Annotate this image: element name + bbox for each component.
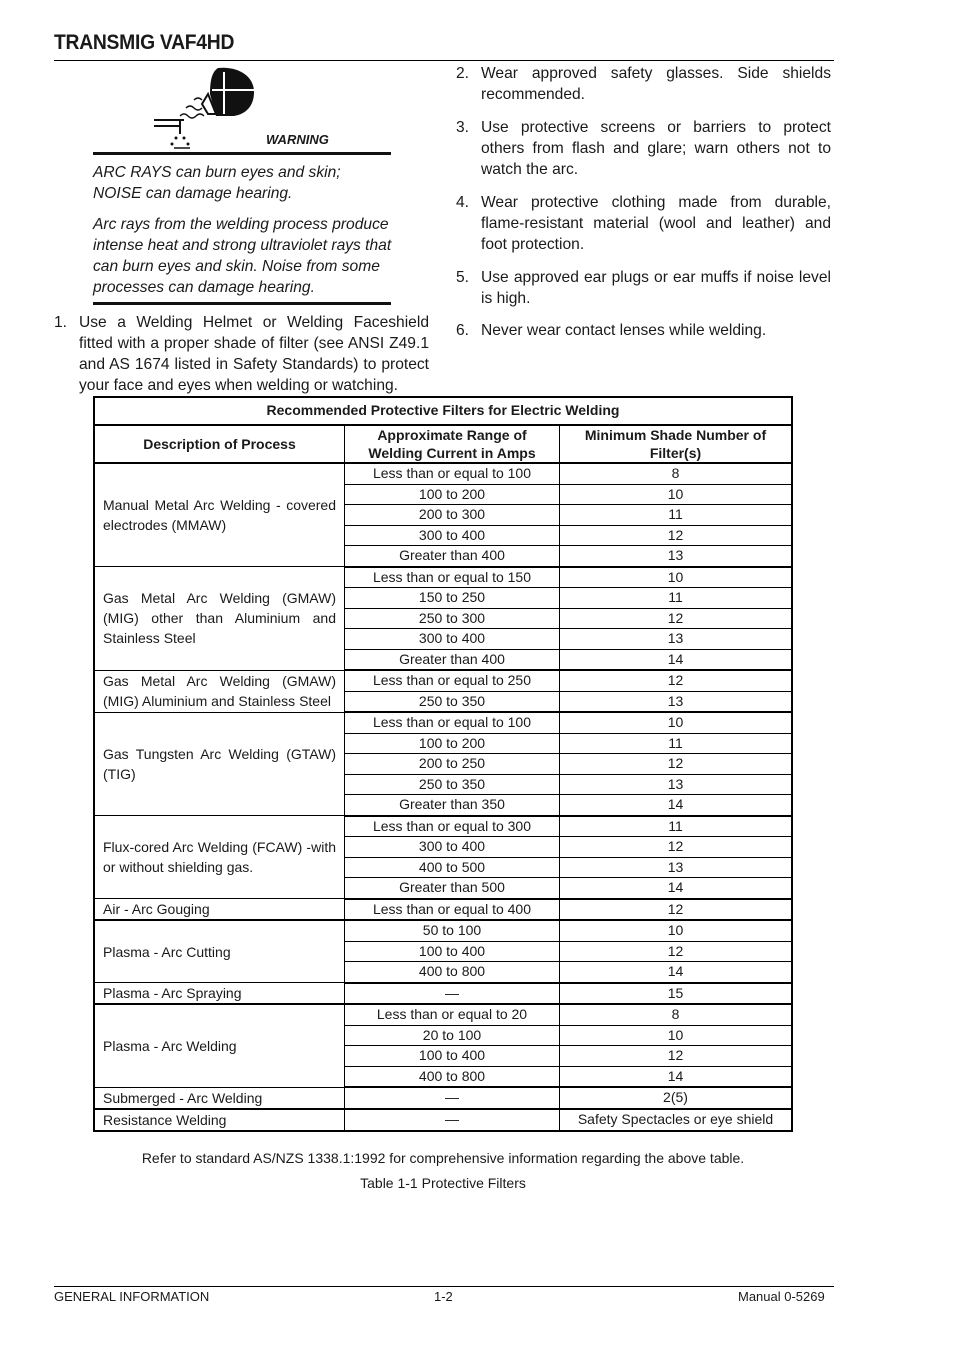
- title-divider: [54, 60, 834, 61]
- process-cell: Gas Metal Arc Welding (GMAW) (MIG) Aluminium and Stainless Steel: [94, 670, 345, 712]
- shade-number-cell: 2(5): [560, 1087, 793, 1109]
- shade-number-cell: 14: [560, 962, 793, 983]
- current-range-cell: Greater than 400: [345, 546, 560, 567]
- current-range-cell: Less than or equal to 20: [345, 1004, 560, 1025]
- shade-number-cell: 12: [560, 670, 793, 691]
- current-range-cell: 250 to 350: [345, 691, 560, 712]
- shade-number-cell: 13: [560, 691, 793, 712]
- current-range-cell: 300 to 400: [345, 837, 560, 858]
- page-number: 1-2: [434, 1289, 453, 1304]
- shade-number-cell: 10: [560, 567, 793, 588]
- shade-number-cell: 11: [560, 588, 793, 609]
- current-range-cell: Greater than 400: [345, 649, 560, 670]
- shade-number-cell: 10: [560, 1025, 793, 1046]
- shade-number-cell: 14: [560, 1066, 793, 1087]
- table-row: [94, 712, 792, 733]
- list-item: 3. Use protective screens or barriers to protect others from flash and glare; warn others not to watch the arc.: [456, 119, 831, 178]
- shade-number-cell: 13: [560, 774, 793, 795]
- protective-filters-table: [93, 396, 793, 1132]
- manual-number: Manual 0-5269: [738, 1289, 825, 1304]
- current-range-cell: 300 to 400: [345, 525, 560, 546]
- current-range-cell: 100 to 200: [345, 733, 560, 754]
- shade-number-cell: 12: [560, 837, 793, 858]
- shade-number-cell: 10: [560, 920, 793, 941]
- shade-number-cell: 12: [560, 608, 793, 629]
- shade-number-cell: 11: [560, 505, 793, 526]
- table-row: [94, 816, 792, 837]
- shade-number-cell: 12: [560, 525, 793, 546]
- current-range-cell: Greater than 350: [345, 795, 560, 816]
- shade-number-cell: 12: [560, 754, 793, 775]
- current-range-cell: Less than or equal to 250: [345, 670, 560, 691]
- warning-label: WARNING: [266, 132, 329, 147]
- list-item: 5. Use approved ear plugs or ear muffs if noise level is high.: [456, 269, 831, 307]
- current-range-cell: 20 to 100: [345, 1025, 560, 1046]
- current-range-cell: 50 to 100: [345, 920, 560, 941]
- table-row: [94, 920, 792, 941]
- list-item: 2. Wear approved safety glasses. Side shields recommended.: [456, 65, 831, 103]
- table-caption: Table 1-1 Protective Filters: [360, 1175, 526, 1191]
- column-header: Approximate Range of Welding Current in Amps: [345, 425, 560, 463]
- current-range-cell: 100 to 400: [345, 1046, 560, 1067]
- page-title: TRANSMIG VAF4HD: [54, 31, 235, 54]
- process-cell: Plasma - Arc Cutting: [94, 920, 345, 983]
- warning-bottom-rule: [93, 302, 391, 305]
- current-range-cell: Less than or equal to 150: [345, 567, 560, 588]
- table-body: [94, 463, 792, 1131]
- shade-number-cell: 10: [560, 484, 793, 505]
- shade-number-cell: 14: [560, 795, 793, 816]
- current-range-cell: Greater than 500: [345, 878, 560, 899]
- current-range-cell: 300 to 400: [345, 629, 560, 650]
- welder-helmet-arc-icon: [150, 64, 260, 150]
- shade-number-cell: 11: [560, 733, 793, 754]
- current-range-cell: —: [345, 1087, 560, 1109]
- process-cell: Submerged - Arc Welding: [94, 1087, 345, 1109]
- process-cell: Gas Metal Arc Welding (GMAW) (MIG) other than Aluminium and Stainless Steel: [94, 567, 345, 671]
- current-range-cell: 400 to 500: [345, 857, 560, 878]
- process-cell: Plasma - Arc Welding: [94, 1004, 345, 1087]
- current-range-cell: Less than or equal to 300: [345, 816, 560, 837]
- current-range-cell: 250 to 300: [345, 608, 560, 629]
- table-row: [94, 983, 792, 1005]
- current-range-cell: 100 to 200: [345, 484, 560, 505]
- current-range-cell: 150 to 250: [345, 588, 560, 609]
- current-range-cell: 400 to 800: [345, 1066, 560, 1087]
- current-range-cell: —: [345, 1109, 560, 1131]
- shade-number-cell: 13: [560, 629, 793, 650]
- column-header: Description of Process: [94, 425, 345, 463]
- process-cell: Plasma - Arc Spraying: [94, 983, 345, 1005]
- shade-number-cell: Safety Spectacles or eye shield: [560, 1109, 793, 1131]
- footer-section: GENERAL INFORMATION: [54, 1289, 210, 1304]
- shade-number-cell: 10: [560, 712, 793, 733]
- table-row: [94, 463, 792, 484]
- current-range-cell: —: [345, 983, 560, 1005]
- warning-heading: ARC RAYS can burn eyes and skin; NOISE can damage hearing.: [93, 164, 341, 202]
- list-item: 1. Use a Welding Helmet or Welding Faceshield fitted with a proper shade of filter (see ANSI Z49.1 and AS 1674 listed in Safety Standards) to protect your face and eyes when welding or watching.: [54, 314, 429, 394]
- table-row: [94, 567, 792, 588]
- current-range-cell: 250 to 350: [345, 774, 560, 795]
- table-title: Recommended Protective Filters for Electric Welding: [94, 397, 792, 425]
- shade-number-cell: 15: [560, 983, 793, 1005]
- process-cell: Resistance Welding: [94, 1109, 345, 1131]
- table-row: [94, 670, 792, 691]
- list-item: 4. Wear protective clothing made from durable, flame-resistant material (wool and leather) and foot protection.: [456, 194, 831, 253]
- current-range-cell: Less than or equal to 400: [345, 899, 560, 921]
- footer-divider: [54, 1286, 834, 1287]
- current-range-cell: 400 to 800: [345, 962, 560, 983]
- shade-number-cell: 11: [560, 816, 793, 837]
- column-header: Minimum Shade Number of Filter(s): [560, 425, 793, 463]
- shade-number-cell: 13: [560, 546, 793, 567]
- table-note: Refer to standard AS/NZS 1338.1:1992 for comprehensive information regarding the above table.: [141, 1150, 745, 1166]
- warning-top-rule: [93, 152, 391, 155]
- process-cell: Manual Metal Arc Welding - covered electrodes (MMAW): [94, 463, 345, 567]
- list-item: 6. Never wear contact lenses while welding.: [456, 322, 767, 339]
- shade-number-cell: 14: [560, 649, 793, 670]
- table-row: [94, 1004, 792, 1025]
- shade-number-cell: 14: [560, 878, 793, 899]
- shade-number-cell: 8: [560, 463, 793, 484]
- current-range-cell: 200 to 300: [345, 505, 560, 526]
- current-range-cell: Less than or equal to 100: [345, 712, 560, 733]
- process-cell: Flux-cored Arc Welding (FCAW) -with or without shielding gas.: [94, 816, 345, 899]
- shade-number-cell: 12: [560, 1046, 793, 1067]
- table-row: [94, 899, 792, 921]
- current-range-cell: 100 to 400: [345, 941, 560, 962]
- process-cell: Gas Tungsten Arc Welding (GTAW) (TIG): [94, 712, 345, 816]
- warning-body: Arc rays from the welding process produce intense heat and strong ultraviolet rays that can burn eyes and skin. Noise from some processes can damage hearing.: [93, 216, 392, 296]
- shade-number-cell: 12: [560, 941, 793, 962]
- current-range-cell: Less than or equal to 100: [345, 463, 560, 484]
- process-cell: Air - Arc Gouging: [94, 899, 345, 921]
- shade-number-cell: 12: [560, 899, 793, 921]
- table-row: [94, 1087, 792, 1109]
- warning-text: [93, 162, 393, 298]
- table-row: [94, 1109, 792, 1131]
- current-range-cell: 200 to 250: [345, 754, 560, 775]
- shade-number-cell: 8: [560, 1004, 793, 1025]
- shade-number-cell: 13: [560, 857, 793, 878]
